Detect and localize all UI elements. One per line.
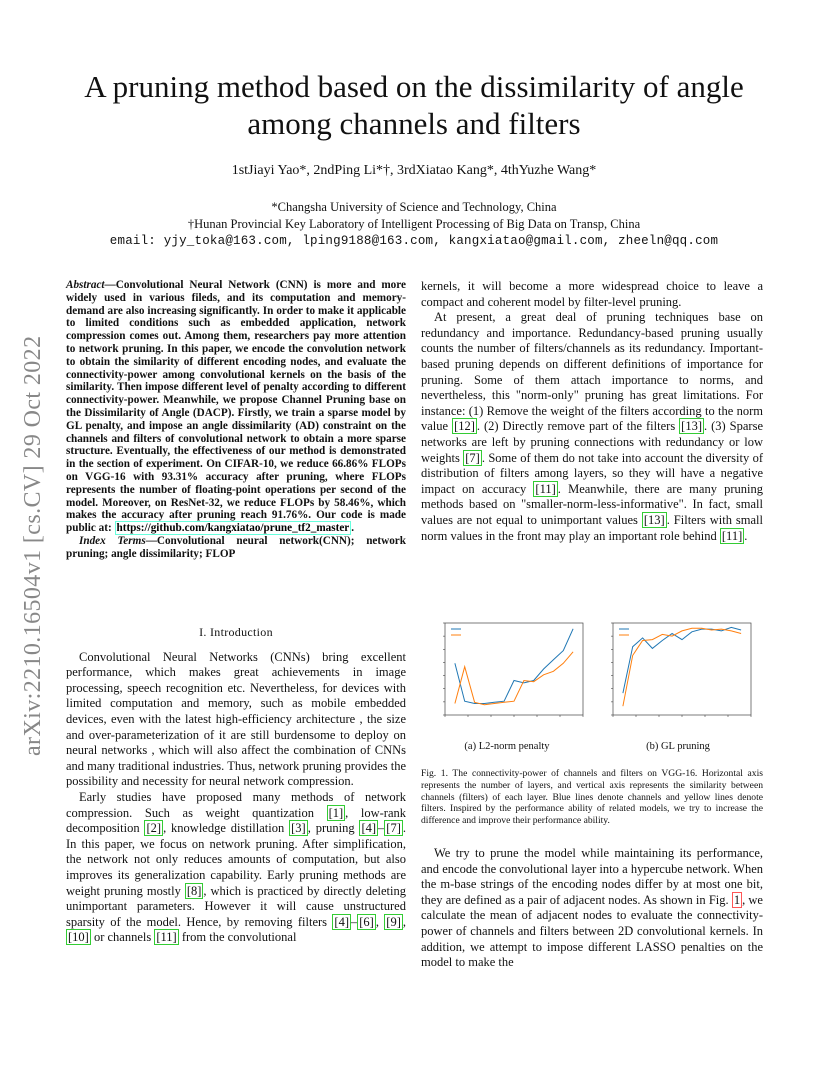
text-span: . Filters with small norm values in the front may play an important role behind — [421, 512, 764, 543]
affiliation-2: †Hunan Provincial Key Laboratory of Intelligent Processing of Big Data on Transp, China — [187, 217, 641, 231]
citation-link[interactable]: [3] — [291, 821, 306, 836]
text-span: , pruning — [307, 821, 360, 836]
text-span: . — [744, 528, 748, 543]
text-span: . (2) Directly remove part of the filters — [476, 419, 680, 434]
chart-l2-norm — [431, 617, 591, 729]
arxiv-id: arXiv:2210.16504v1 [cs.CV] 29 Oct 2022 — [20, 335, 46, 756]
series-line-filter — [455, 652, 573, 705]
text-span: from the convolutional — [178, 930, 297, 945]
citation-link[interactable]: [2] — [146, 821, 162, 836]
figure-caption: Fig. 1. The connectivity-power of channels and filters on VGG-16. Horizontal axis represents the number of layers, and vertical axis represents the similarity between channels (filters) of each layer. Blue lines denote channels and yellow lines denote filters. Inspired by the performance ability of related models, we try to increase the difference and improve their performance ability. — [421, 768, 763, 827]
plot-frame — [613, 623, 751, 715]
right-column-top — [421, 279, 763, 544]
text-span: , we calculate the mean of adjacent nodes to evaluate the connectivity-power of channels and filters between 2D convolutional kernels. In addition, we attempt to impose different LASSO penalties on the model to make the — [421, 892, 763, 970]
citation-link[interactable]: [1] — [328, 805, 344, 820]
citation-link[interactable]: [8] — [186, 883, 202, 898]
text-span: – — [378, 821, 385, 836]
text-span: , — [375, 914, 385, 929]
intro-paragraph-2 — [66, 790, 406, 946]
text-span: . Meanwhile, there are many pruning methods based on "smaller-norm-less-informative". In fact, small values are not equal to unimportant values — [421, 481, 763, 527]
citation-link[interactable]: [13] — [643, 512, 665, 527]
figure-1 — [421, 617, 763, 752]
affiliation-1: *Changsha University of Science and Technology, China — [271, 200, 557, 214]
paper-title: A pruning method based on the dissimilarity of angle among channels and filters — [84, 69, 744, 141]
text-span: or channels — [90, 930, 155, 945]
figure-ref-link[interactable]: 1 — [733, 892, 741, 907]
text-span: . In this paper, we focus on network pruning. After simplification, the network not only reduces amounts of computation, but also improves its generalization capability. Early pruning methods are weight pruning mostly — [66, 821, 406, 898]
citation-link[interactable]: [7] — [386, 821, 401, 836]
text-span: , knowledge distillation — [163, 821, 290, 836]
section-heading: I. Introduction — [199, 625, 273, 639]
right-paragraph-1 — [421, 310, 763, 544]
text-span: Early studies have proposed many methods of network compression. Such as weight quantization — [66, 789, 406, 820]
text-span: . (3) Sparse networks are left by pruning connections with redundancy or low weights — [421, 419, 763, 465]
right-column-bottom — [421, 846, 763, 971]
text-span: At present, a great deal of pruning techniques base on redundancy and importance. Redundancy-based pruning usually counts the number of filters/channels as its redundancy. Important-based pruning depends on different definitions of importance for pruning. Some of them attach importance to norms, and nevertheless, this "norm-only" pruning has great limitations. For instance: (1) Remove the weight of the filters according to the norm value — [421, 310, 763, 434]
citation-link[interactable]: [6] — [359, 914, 374, 929]
code-link[interactable]: https://github.com/kangxiatao/prune_tf2_master — [116, 522, 350, 535]
subcaption-b: (b) GL pruning — [646, 741, 710, 752]
citation-link[interactable]: [9] — [386, 914, 401, 929]
intro-paragraph-1: Convolutional Neural Networks (CNNs) bring excellent performance, which makes great achievements in image processing, speech recognition etc. Nevertheless, for devices with limited computation and memory, such as mobile embedded devices, even with the latest high-efficiency architecture , the size and over-parameterization of it are still burdensome to deploy on neural networks , which will also affect the combination of CNNs and many traditional industries. Thus, network pruning provides the possibility and necessity for neural network compression. — [66, 649, 406, 789]
right-paragraph-2 — [421, 846, 763, 971]
author-list: 1stJiayi Yao*, 2ndPing Li*†, 3rdXiatao Kang*, 4thYuzhe Wang* — [231, 163, 597, 178]
text-span: . Some of them do not take into account the diversity of distribution of filters among layers, so they will have a negative impact on accuracy — [421, 450, 763, 496]
abstract-end: . — [351, 522, 355, 535]
abstract — [66, 279, 406, 561]
citation-link[interactable]: [11] — [535, 481, 556, 496]
chart-gl-pruning — [599, 617, 759, 729]
text-span: – — [350, 914, 358, 929]
text-span: , low-rank decomposition — [66, 805, 406, 836]
citation-link[interactable]: [13] — [681, 419, 702, 434]
subcaption-a: (a) L2-norm penalty — [464, 741, 550, 752]
right-paragraph-0: kernels, it will become a more widespread choice to leave a compact and coherent model by filter-level pruning. — [421, 279, 763, 309]
citation-link[interactable]: [4] — [334, 914, 349, 929]
text-span: , which is practiced by directly deleting unimportant parameters. However it will cause unstructured sparsity of the model. Hence, by removing filters — [66, 883, 406, 929]
series-line-channel — [455, 629, 573, 704]
citation-link[interactable]: [4] — [361, 821, 377, 836]
citation-link[interactable]: [11] — [721, 528, 743, 543]
citation-link[interactable]: [12] — [454, 419, 475, 434]
email-line: email: yjy_toka@163.com, lping9188@163.com, kangxiatao@gmail.com, zheeln@qq.com — [109, 234, 719, 248]
series-line-channel — [623, 627, 741, 693]
abstract-text: —Convolutional Neural Network (CNN) is more and more widely used in various fileds, and its computation and memory-demand are also increasing significantly. In order to make it applicable to limited conditions such as embedded application, network compression comes out. Among them, researchers pay more attention to network pruning. In this paper, we encode the convolution network to obtain the similarity of different encoding nodes, and evaluate the connectivity-power among convolutional kernels on the basis of the similarity. Then impose different level of penalty according to different connectivity-power. Meanwhile, we propose Channel Pruning base on the Dissimilarity of Angle (DACP). Firstly, we train a sparse model by GL penalty, and impose an angle dissimilarity (AD) constraint on the channels and filters of convolutional network to obtain a more sparse structure. Eventually, the effectiveness of our method is demonstrated in the section of experiment. On CIFAR-10, we reduce 66.86% FLOPs on VGG-16 with 93.31% accuracy after pruning, where FLOPs represents the number of floating-point operations per second of the model. Moreover, on ResNet-32, we reduce FLOPs by 58.46%, which makes the accuracy after pruning reach 91.76%. Our code is made public at: — [66, 279, 406, 535]
text-span: We try to prune the model while maintaining its performance, and encode the convolutional layer into a hypercube network. When the m-base strings of the encoding nodes differ by at most one bit, they are defined as a pair of adjacent nodes. As shown in Fig. — [421, 846, 763, 907]
index-terms-label: Index Terms — [79, 534, 146, 547]
citation-link[interactable]: [10] — [68, 930, 89, 945]
index-terms — [66, 535, 406, 561]
section-intro — [66, 625, 406, 946]
citation-link[interactable]: [7] — [465, 450, 480, 465]
citation-link[interactable]: [11] — [156, 930, 177, 945]
index-terms-text: —Convolutional neural network(CNN); network pruning; angle dissimilarity; FLOP — [66, 534, 406, 560]
abstract-label: Abstract — [66, 279, 105, 291]
arxiv-sidebar — [12, 290, 52, 760]
text-span: , — [402, 914, 406, 929]
